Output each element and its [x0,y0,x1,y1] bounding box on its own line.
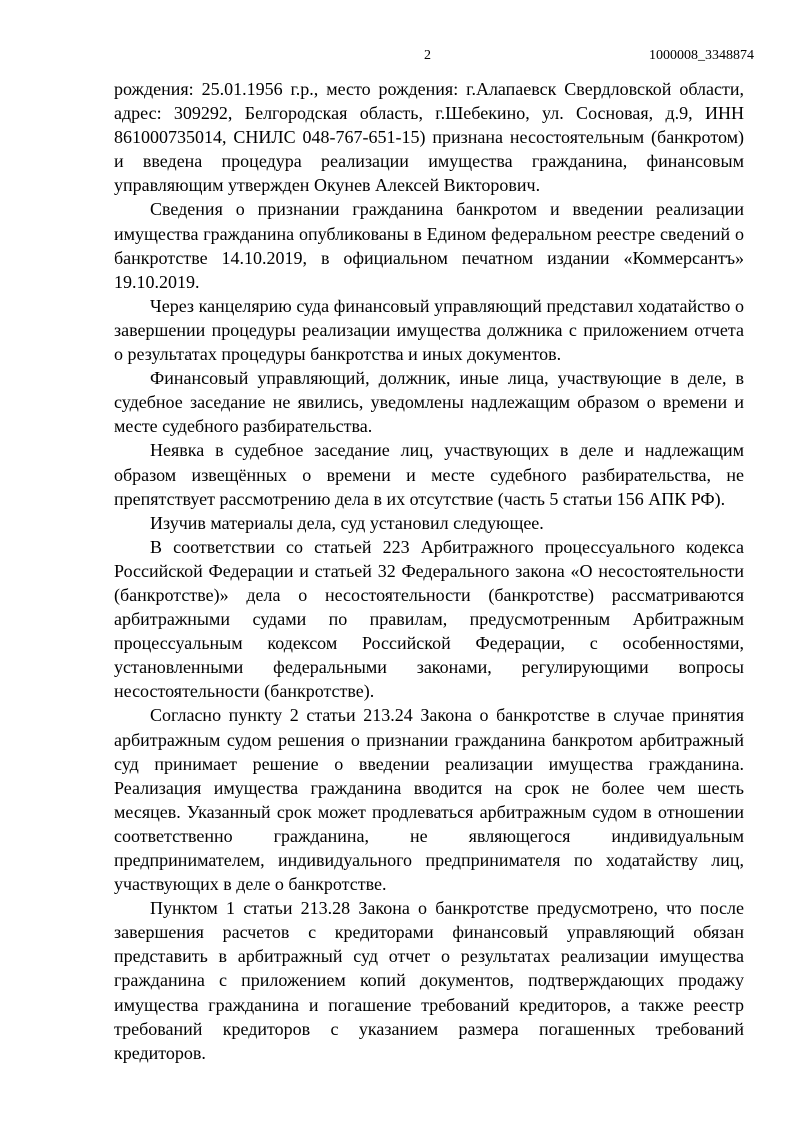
paragraph-non-appearance: Неявка в судебное заседание лиц, участвующих в деле и надлежащим образом извещённых о времени и месте судебного разбирательства, не препятствует рассмотрению дела в их отсутствие (часть 5 статьи 156 АПК РФ). [114,440,744,509]
paragraph-debtor-details: рождения: 25.01.1956 г.р., место рождения: г.Алапаевск Свердловской области, адрес: 309292, Белгородская область, г.Шебекино, ул. Сосновая, д.9, ИНН 861000735014, СНИЛС 048-767-651-15) признана несостоятельным (банкротом) и введена процедура реализации имущества гражданина, финансовым управляющим утвержден Окунев Алексей Викторович. [114,79,744,196]
page-header [0,48,800,68]
paragraph-motion: Через канцелярию суда финансовый управляющий представил ходатайство о завершении процедуры реализации имущества должника с приложением отчета о результатах процедуры банкротства и иных документов. [114,295,744,365]
page-number: 2 [424,48,431,63]
paragraph-article-213-28: Пунктом 1 статьи 213.28 Закона о банкротстве предусмотрено, что после завершения расчетов с кредиторами финансовый управляющий обязан представить в арбитражный суд отчет о результатах реализации имущества гражданина с приложением копий документов, подтверждающих продажу имущества гражданина и погашение требований кредиторов, а также реестр требований кредиторов с указанием размера погашенных требований кредиторов. [114,898,744,1063]
paragraph-court-findings: Изучив материалы дела, суд установил следующее. [150,512,544,533]
paragraph-article-223: В соответствии со статьей 223 Арбитражного процессуального кодекса Российской Федерации и статьей 32 Федерального закона «О несостоятельности (банкротстве)» дела о несостоятельности (банкротстве) рассматриваются арбитражными судами по правилам, предусмотренным Арбитражным процессуальным кодексом Российской Федерации, с особенностями, установленными федеральными законами, регулирующими вопросы несостоятельности (банкротстве). [114,536,744,702]
paragraph-publication: Сведения о признании гражданина банкротом и введении реализации имущества гражданина опубликованы в Едином федеральном реестре сведений о банкротстве 14.10.2019, в официальном печатном издании «Коммерсантъ» 19.10.2019. [114,199,744,292]
document-body [114,77,744,1065]
paragraph-absence: Финансовый управляющий, должник, иные лица, участвующие в деле, в судебное заседание не явились, уведомлены надлежащим образом о времени и месте судебного разбирательства. [114,368,744,437]
case-number: 1000008_3348874 [649,48,754,63]
paragraph-article-213-24: Согласно пункту 2 статьи 213.24 Закона о банкротстве в случае принятия арбитражным судом решения о признании гражданина банкротом арбитражный суд принимает решение о введении реализации имущества гражданина. Реализация имущества гражданина вводится на срок не более чем шесть месяцев. Указанный срок может продлеваться арбитражным судом в отношении соответственно гражданина, не являющегося индивидуальным предпринимателем, индивидуального предпринимателя по ходатайству лиц, участвующих в деле о банкротстве. [114,705,744,895]
